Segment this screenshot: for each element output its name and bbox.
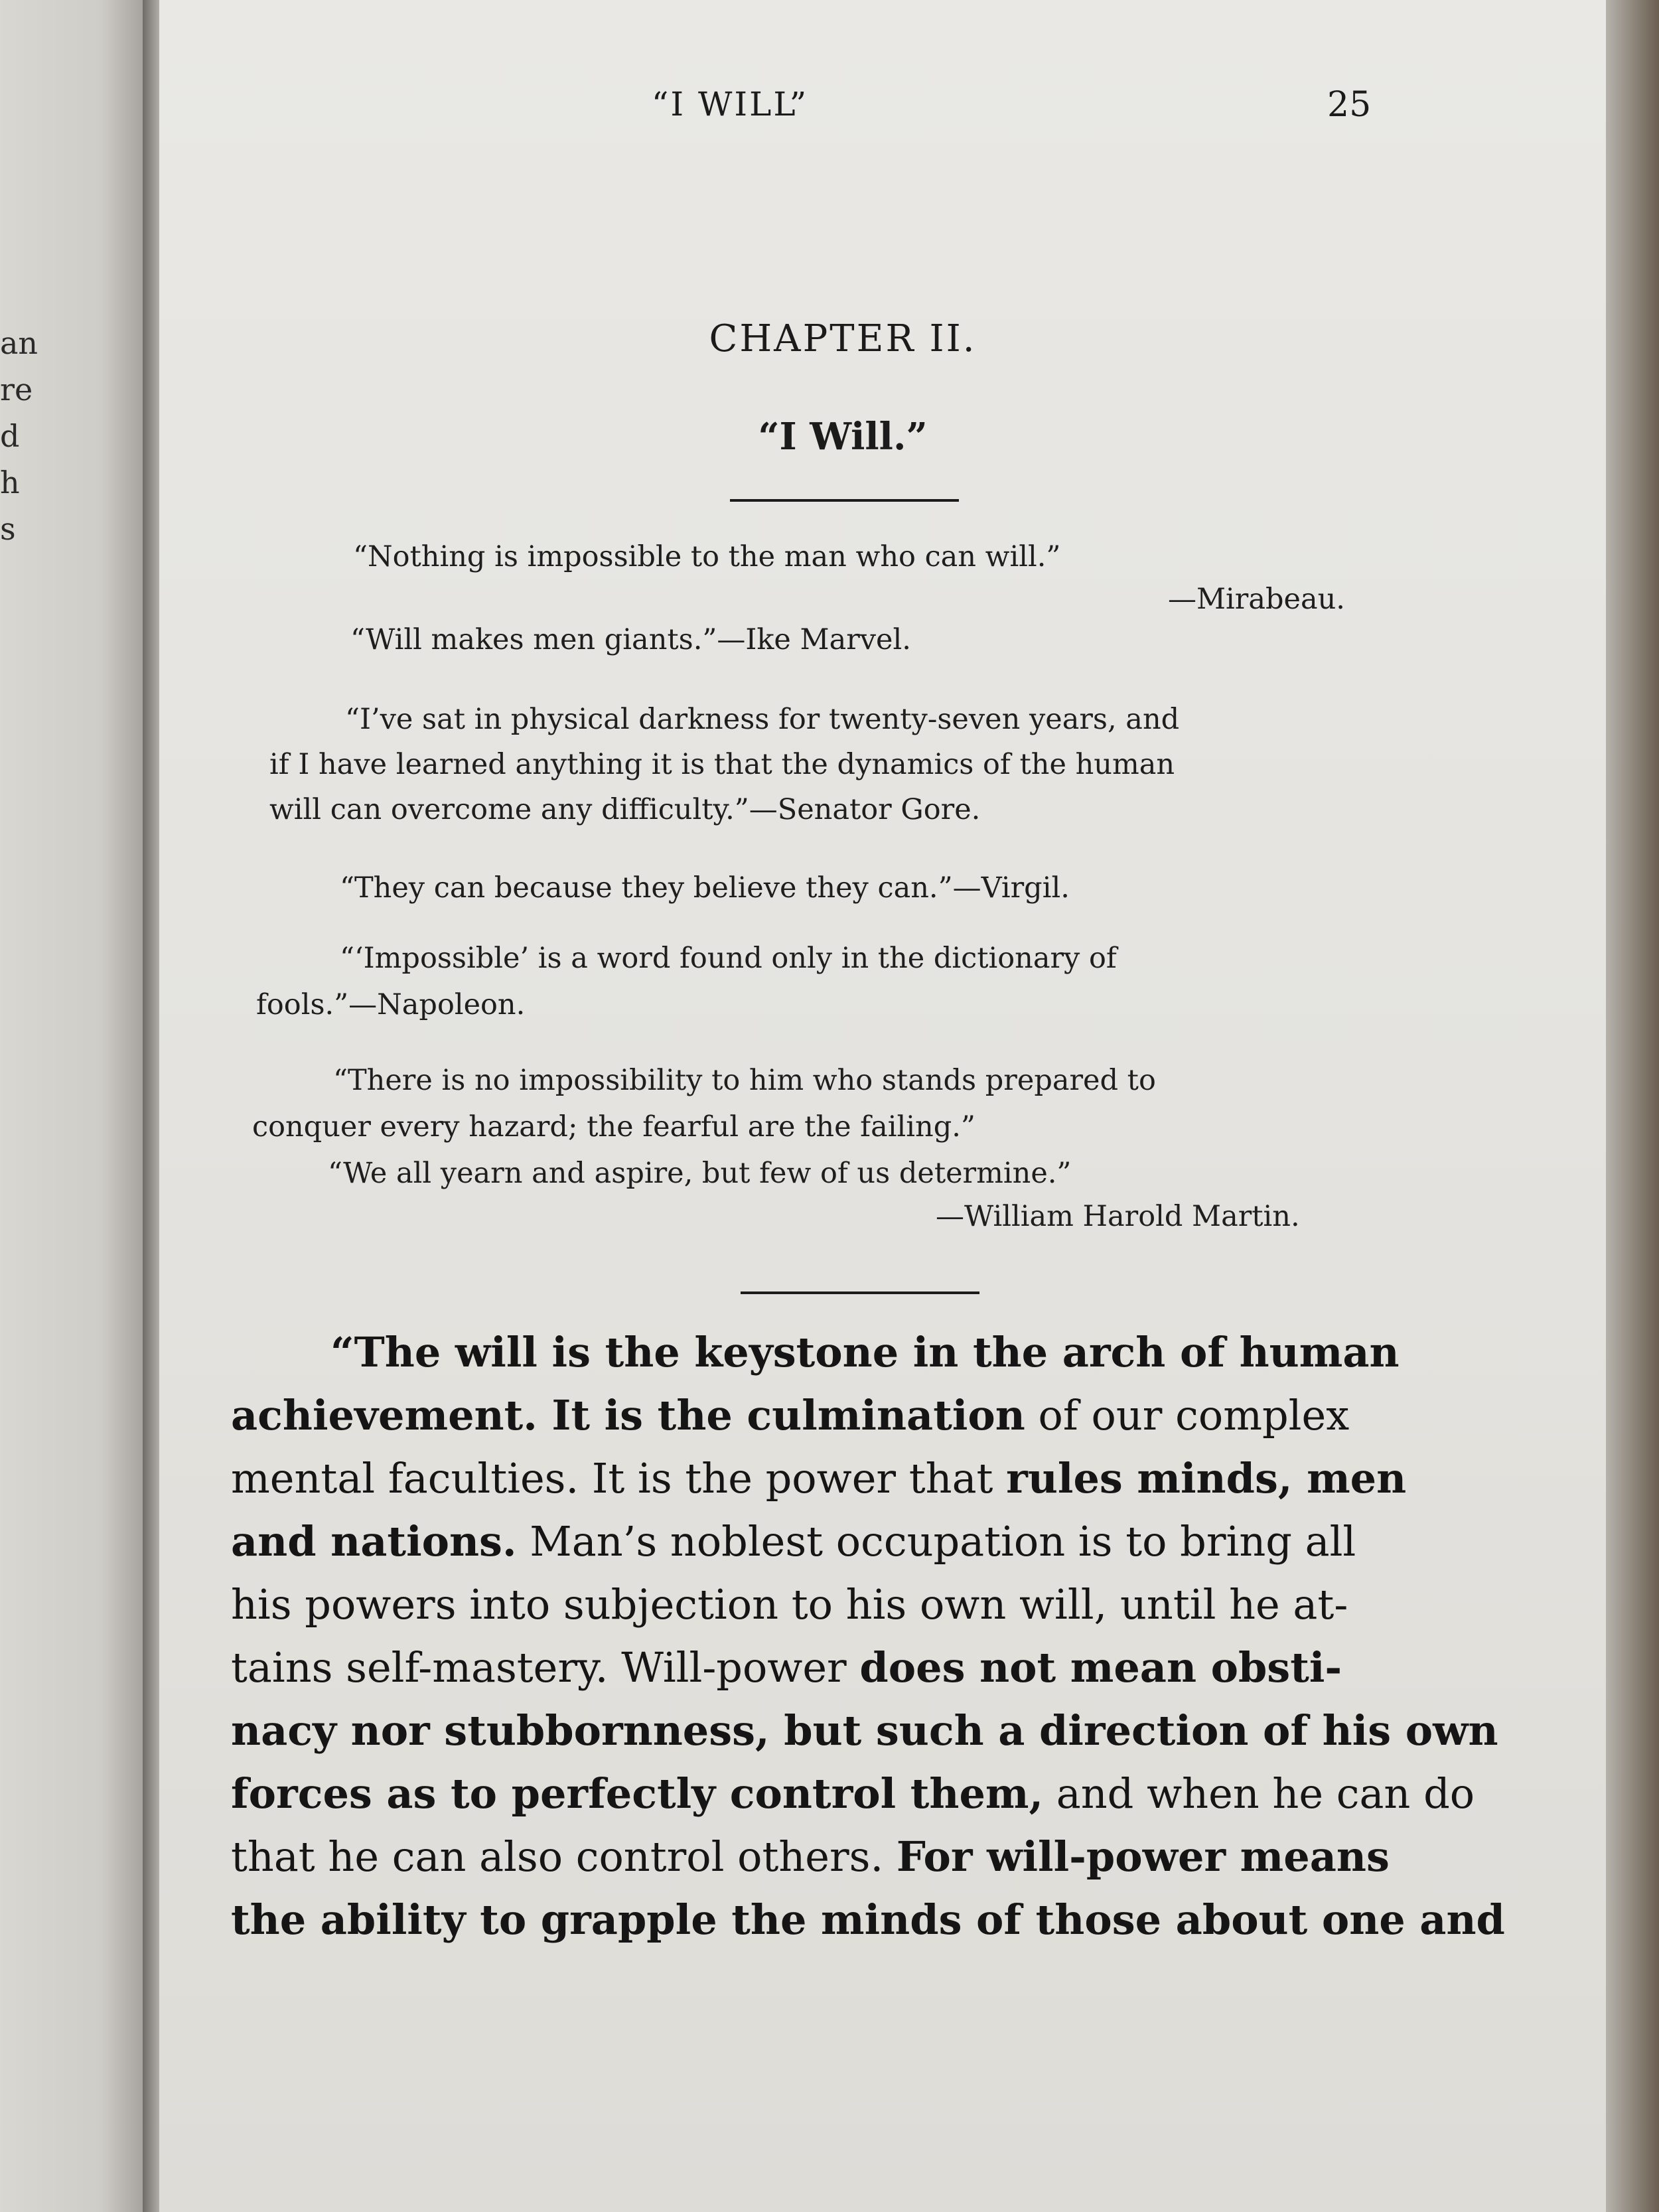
- body-line: [231, 1762, 1532, 1825]
- running-head: “I WILL”: [651, 85, 809, 123]
- epigraph-virgil: “They can because they believe they can.”—Virgil.: [340, 871, 1070, 905]
- facing-page: [0, 0, 143, 2212]
- bold-phrase: does not mean obsti-: [859, 1643, 1342, 1692]
- body-line: nacy nor stubbornness, but such a direction of his own: [231, 1706, 1498, 1755]
- regular-phrase: of our complex: [1025, 1391, 1350, 1439]
- epigraph-senator-gore-line: “I’ve sat in physical darkness for twenty-seven years, and: [345, 703, 1180, 736]
- bold-phrase: rules minds, men: [1006, 1454, 1407, 1503]
- chapter-title: “I Will.”: [758, 415, 928, 459]
- body-line: [231, 1510, 1532, 1573]
- epigraph-senator-gore-line: will can overcome any difficulty.”—Senator Gore.: [269, 793, 981, 826]
- facing-page-fragment: d: [0, 418, 20, 454]
- facing-page-fragment: h: [0, 465, 20, 500]
- body-line: [231, 1825, 1532, 1888]
- regular-phrase: Man’s noblest occupation is to bring all: [516, 1517, 1356, 1566]
- epigraph-napoleon-line: fools.”—Napoleon.: [256, 988, 526, 1021]
- body-line: [231, 1447, 1532, 1510]
- regular-phrase: that he can also control others.: [231, 1832, 897, 1881]
- bold-phrase: For will-power means: [896, 1832, 1390, 1881]
- epigraph-ike-marvel: “Will makes men giants.”—Ike Marvel.: [350, 623, 911, 656]
- body-line: his powers into subjection to his own will, until he at-: [231, 1580, 1348, 1629]
- epigraph-martin-line: “There is no impossibility to him who stands prepared to: [333, 1064, 1156, 1097]
- bold-phrase: forces as to perfectly control them,: [231, 1769, 1044, 1818]
- epigraph-martin-line: “We all yearn and aspire, but few of us determine.”: [328, 1157, 1072, 1190]
- epigraph-mirabeau-author: —Mirabeau.: [1168, 583, 1345, 616]
- body-paragraph: [231, 1321, 1532, 1951]
- title-rule: [730, 499, 959, 502]
- epigraph-mirabeau: “Nothing is impossible to the man who can will.”: [353, 540, 1061, 573]
- page-stack-edge: [1606, 0, 1659, 2212]
- facing-page-fragment: s: [0, 511, 16, 547]
- epigraph-martin-line: conquer every hazard; the fearful are the failing.”: [252, 1110, 975, 1143]
- regular-phrase: tains self-mastery. Will-power: [231, 1643, 860, 1692]
- chapter-label: CHAPTER II.: [709, 317, 977, 360]
- bold-phrase: and nations.: [231, 1517, 517, 1566]
- body-line: [231, 1636, 1532, 1699]
- facing-page-fragment: an: [0, 325, 38, 361]
- book-page: [159, 0, 1606, 2212]
- body-line: “The will is the keystone in the arch of human: [330, 1328, 1400, 1376]
- bold-phrase: achievement. It is the culmination: [231, 1391, 1025, 1439]
- regular-phrase: mental faculties. It is the power that: [231, 1454, 1007, 1503]
- regular-phrase: and when he can do: [1043, 1769, 1475, 1818]
- page-number: 25: [1327, 85, 1372, 125]
- body-line: the ability to grapple the minds of those about one and: [231, 1895, 1505, 1944]
- epigraph-rule: [741, 1291, 979, 1294]
- facing-page-fragment: re: [0, 372, 33, 407]
- epigraph-napoleon-line: “‘Impossible’ is a word found only in the dictionary of: [340, 942, 1117, 975]
- body-line: [231, 1384, 1532, 1447]
- epigraph-martin-author: —William Harold Martin.: [936, 1200, 1300, 1233]
- epigraph-senator-gore-line: if I have learned anything it is that the dynamics of the human: [269, 748, 1175, 781]
